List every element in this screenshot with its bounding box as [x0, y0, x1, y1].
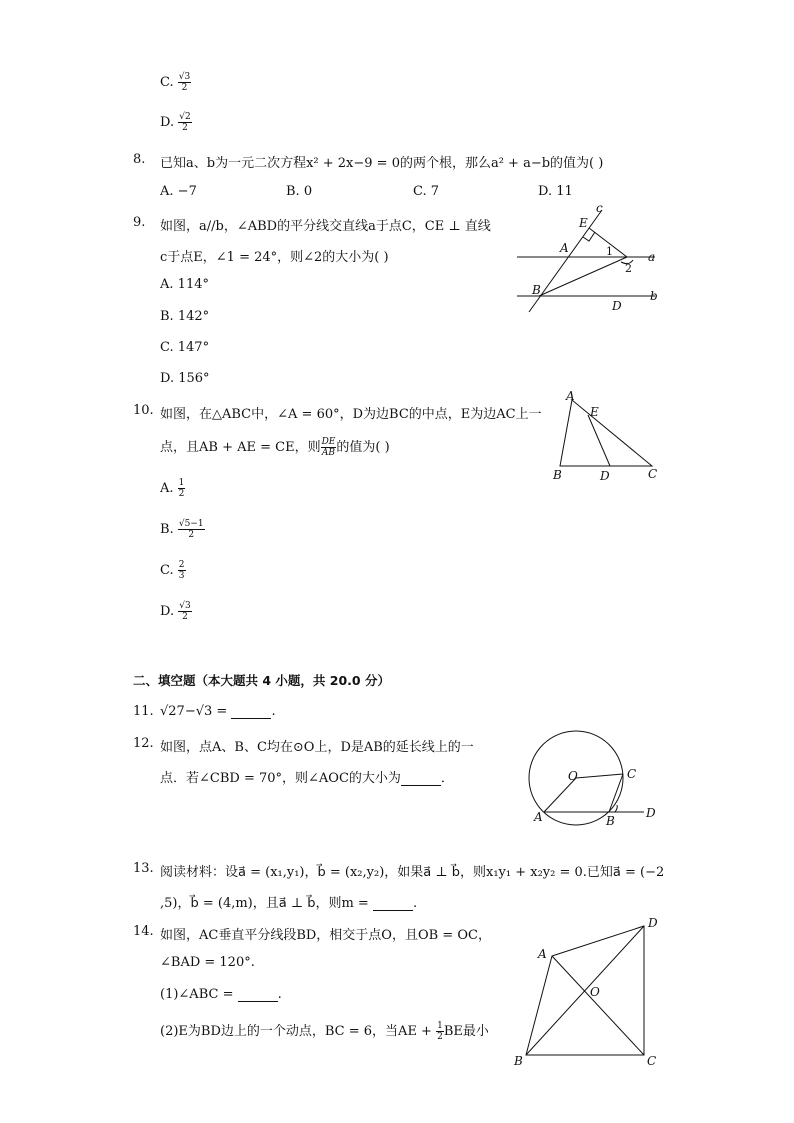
q7-option-c	[160, 72, 191, 93]
q9-figure	[505, 200, 675, 320]
option-label: B.	[160, 522, 174, 537]
q14-figure	[508, 910, 668, 1075]
label-e: E	[590, 405, 599, 419]
q8-option-a	[160, 184, 197, 199]
label-d: D	[612, 299, 622, 313]
q10-line1: 如图，在△ABC中，∠A = 60°，D为边BC的中点，E为边AC上一	[160, 407, 542, 422]
bisector-bc	[539, 257, 627, 296]
label-d: D	[646, 806, 656, 820]
label-b: B	[532, 283, 541, 297]
option-label: D.	[538, 184, 553, 199]
option-label: C.	[160, 563, 174, 578]
q12-line2	[160, 767, 454, 786]
q10-option-d	[160, 601, 192, 622]
option-text: 142°	[177, 309, 210, 324]
q12-figure	[520, 728, 670, 838]
option-fraction	[178, 112, 191, 133]
q8-option-c	[413, 184, 439, 199]
frac-numerator: √2	[179, 112, 191, 122]
option-label: A.	[160, 184, 174, 199]
answer-blank[interactable]	[373, 898, 413, 911]
text: .	[412, 896, 418, 911]
option-text: 147°	[177, 340, 210, 355]
option-label: C.	[413, 184, 427, 199]
q14-part2	[160, 1020, 489, 1042]
option-label: B.	[160, 309, 174, 324]
label-a: A	[538, 947, 547, 961]
label-a: A	[534, 810, 543, 824]
q14-line2: ∠BAD = 120°.	[160, 955, 255, 970]
option-label: D.	[160, 604, 175, 619]
text: .	[271, 704, 276, 719]
option-label: B.	[286, 184, 300, 199]
option-label: A.	[160, 481, 174, 496]
label-b: B	[606, 814, 615, 828]
option-label: D.	[160, 115, 175, 130]
label-a: A	[560, 241, 569, 255]
answer-blank[interactable]	[238, 989, 278, 1002]
option-fraction	[178, 560, 186, 581]
text: 点，且AB + AE = CE，则	[160, 440, 321, 455]
label-angle1: 1	[606, 245, 613, 258]
frac-denominator: 2	[437, 1032, 443, 1042]
q8-stem: 已知a、b为一元二次方程x² + 2x−9 = 0的两个根，那么a² + a−b的值为( )	[160, 156, 604, 171]
frac-denominator: 2	[181, 83, 188, 93]
segment-oc	[576, 774, 623, 778]
q14-part1	[160, 987, 282, 1002]
q9-option-d	[160, 371, 210, 386]
frac-numerator: √3	[179, 601, 191, 611]
option-text: 7	[430, 184, 440, 199]
label-c: c	[596, 201, 603, 215]
segment-oa	[544, 778, 576, 812]
text: 点．若∠CBD = 70°，则∠AOC的大小为	[160, 771, 401, 786]
q12-line1: 如图，点A、B、C均在⊙O上，D是AB的延长线上的一	[160, 740, 474, 755]
q11-stem	[160, 704, 276, 719]
option-fraction	[178, 601, 191, 622]
frac-denominator: 2	[182, 612, 188, 622]
q13-line1: 阅读材料：设a⃗ = (x₁,y₁)，b⃗ = (x₂,y₂)，如果a⃗ ⊥ b⃗，则x₁y₁ + x₂y₂ = 0.已知a⃗ = (−2	[160, 865, 665, 880]
q8-option-d	[538, 184, 573, 199]
text: (1)∠ABC =	[160, 987, 238, 1002]
q10-option-c	[160, 560, 186, 581]
q9-option-a	[160, 277, 209, 292]
de-over-ab-fraction	[321, 437, 337, 458]
frac-numerator: 1	[178, 478, 185, 488]
frac-denominator: 2	[182, 123, 188, 133]
q9-option-c	[160, 340, 209, 355]
frac-denominator: 3	[178, 571, 185, 581]
option-fraction	[178, 478, 186, 499]
label-a: A	[566, 389, 575, 403]
option-text: −7	[177, 184, 197, 199]
q10-option-a	[160, 478, 185, 499]
q10-figure	[548, 388, 668, 488]
frac-numerator: DE	[321, 437, 336, 447]
frac-numerator: 2	[178, 560, 185, 570]
section-title: 二、填空题（本大题共 4 小题，共 20.0 分）	[133, 673, 390, 688]
label-o: O	[568, 769, 578, 783]
frac-numerator: 1	[437, 1021, 443, 1031]
q8-option-b	[286, 184, 312, 199]
label-d: D	[600, 469, 610, 483]
text: ．	[440, 771, 454, 786]
label-c: C	[627, 767, 637, 781]
q14-line1: 如图，AC垂直平分线段BD，相交于点O，且OB = OC，	[160, 928, 491, 943]
text: .	[277, 987, 282, 1002]
label-o: O	[590, 985, 600, 999]
text: BE最小	[443, 1024, 489, 1039]
option-label: A.	[160, 277, 174, 292]
q9-line1: 如图，a//b，∠ABD的平分线交直线a于点C，CE ⊥ 直线	[160, 219, 491, 234]
half-fraction	[436, 1021, 444, 1042]
q12-number: 12.	[133, 736, 154, 751]
option-label: D.	[160, 371, 175, 386]
answer-blank[interactable]	[401, 773, 441, 786]
frac-denominator: AB	[321, 448, 336, 458]
text: (2)E为BD边上的一个动点，BC = 6，当AE +	[160, 1024, 437, 1039]
option-text: 114°	[177, 277, 209, 292]
q13-number: 13.	[133, 861, 154, 876]
option-fraction	[178, 519, 205, 540]
option-text: 11	[556, 184, 573, 199]
option-text: 0	[303, 184, 313, 199]
label-angle2: 2	[625, 262, 632, 275]
option-fraction	[178, 72, 191, 93]
label-b: B	[553, 468, 562, 482]
q14-number: 14.	[133, 924, 154, 939]
frac-numerator: √5−1	[178, 519, 204, 529]
option-label: C.	[160, 75, 174, 90]
q13-line2	[160, 892, 417, 911]
q10-line2	[160, 436, 390, 458]
q9-number: 9.	[133, 215, 146, 230]
label-c: C	[647, 1054, 657, 1068]
frac-denominator: 2	[178, 489, 185, 499]
label-c: C	[648, 467, 658, 481]
q7-option-d	[160, 112, 192, 133]
frac-numerator: √3	[178, 72, 191, 82]
answer-blank[interactable]	[231, 706, 271, 719]
text: √27−√3 =	[160, 704, 232, 719]
option-text: 156°	[178, 371, 210, 386]
q9-line2: c于点E，∠1 = 24°，则∠2的大小为( )	[160, 250, 389, 265]
frac-denominator: 2	[188, 530, 195, 540]
option-label: C.	[160, 340, 174, 355]
q10-option-b	[160, 519, 205, 540]
angle-mark	[615, 805, 617, 812]
label-e: E	[579, 216, 588, 230]
q9-option-b	[160, 309, 209, 324]
q8-number: 8.	[133, 152, 146, 167]
q11-number: 11.	[133, 704, 154, 719]
text: ,5)，b⃗ = (4,m)，且a⃗ ⊥ b⃗，则m =	[160, 896, 373, 911]
label-b: B	[514, 1054, 523, 1068]
label-line-a: a	[648, 250, 656, 264]
label-d: D	[648, 916, 658, 930]
diagonal-ac	[552, 956, 644, 1055]
q10-number: 10.	[133, 403, 154, 418]
text: 的值为( )	[336, 440, 390, 455]
label-line-b: b	[650, 289, 658, 303]
